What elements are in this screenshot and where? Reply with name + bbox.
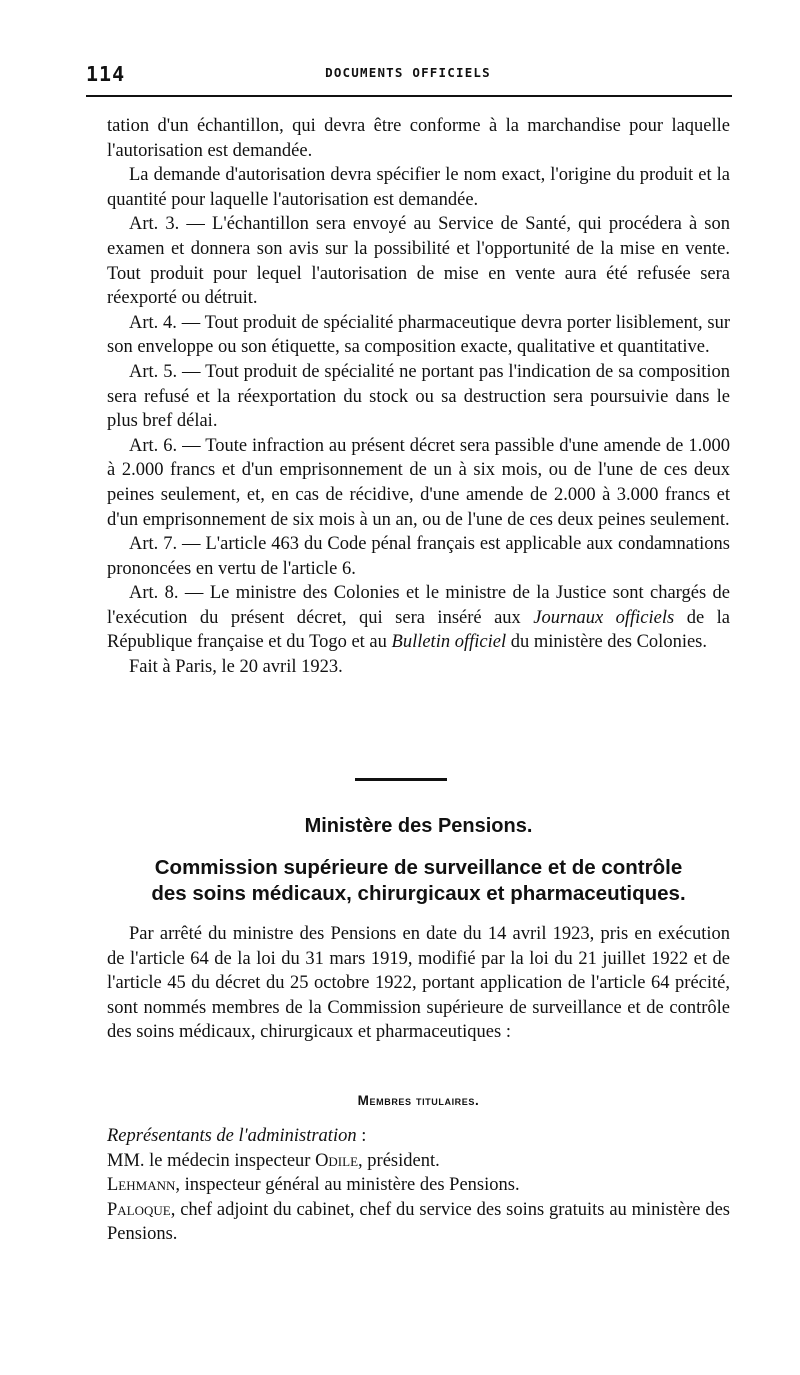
journaux-officiels: Journaux officiels (533, 607, 675, 628)
representatives-label: Représentants de l'administration (107, 1126, 357, 1146)
member-lehmann (107, 1173, 730, 1198)
member-3-suffix: , chef adjoint du cabinet, chef du service des soins gratuits au ministère des Pensions. (107, 1199, 730, 1245)
member-odile (107, 1149, 730, 1174)
article-8-text-3: du ministère des Colonies. (506, 632, 708, 653)
member-1-prefix: MM. le médecin inspecteur (107, 1150, 316, 1171)
article-3: Art. 3. — L'échantillon sera envoyé au Service de Santé, qui procédera à son examen et donnera son avis sur la possibilité et l'opportunité de la mise en vente. Tout produit pour lequel l'autorisation de mise en vente aura été refusée sera réexporté ou détruit. (107, 214, 730, 309)
representatives-label-line (107, 1124, 730, 1149)
article-8 (107, 581, 730, 655)
request-paragraph: La demande d'autorisation devra spécifier le nom exact, l'origine du produit et la quantité pour laquelle l'autorisation est demandée. (107, 165, 730, 210)
signature-line: Fait à Paris, le 20 avril 1923. (129, 657, 343, 678)
commission-heading-line-1: Commission supérieure de surveillance et de contrôle (154, 856, 683, 879)
section-separator (355, 778, 447, 781)
commission-heading-line-2: des soins médicaux, chirurgicaux et pharmaceutiques. (151, 882, 686, 905)
article-7: Art. 7. — L'article 463 du Code pénal français est applicable aux condamnations prononcées en vertu de l'article 6. (107, 534, 730, 579)
member-1-name: Odile (315, 1150, 359, 1171)
member-3-name: Paloque (107, 1199, 171, 1220)
article-6: Art. 6. — Toute infraction au présent décret sera passible d'une amende de 1.000 à 2.000 francs et d'un emprisonnement de un à six mois, ou de l'une de ces deux peines seulement, et, en cas de récidive, d'une amende de 2.000 à 3.000 francs et d'un emprisonnement de six mois à un an, ou de l'une de ces deux peines seulement. (107, 435, 730, 530)
article-8-text-2: de la République française et du Togo et au (107, 607, 730, 653)
article-8-text-1: Art. 8. — Le ministre des Colonies et le ministre de la Justice sont chargés de l'exécution du présent décret, qui sera inséré aux (107, 583, 730, 628)
representatives-colon: : (356, 1126, 367, 1146)
members-heading: Membres titulaires. (357, 1093, 480, 1108)
member-2-name: Lehmann (107, 1175, 176, 1196)
page-header (86, 62, 730, 90)
member-paloque (107, 1198, 730, 1247)
decree-text (107, 114, 730, 680)
article-5: Art. 5. — Tout produit de spécialité ne portant pas l'indication de sa composition sera refusé et la réexportation du stock ou sa destruction sera poursuivie dans le plus bref délai. (107, 361, 730, 432)
bulletin-officiel: Bulletin officiel (391, 632, 507, 653)
continuation-paragraph: tation d'un échantillon, qui devra être conforme à la marchandise pour laquelle l'autorisation est demandée. (107, 116, 730, 161)
commission-heading (107, 855, 730, 907)
arrete-paragraph: Par arrêté du ministre des Pensions en date du 14 avril 1923, pris en exécution de l'article 64 de la loi du 31 mars 1919, modifié par la loi du 21 juillet 1922 et de l'article 45 du décret du 25 octobre 1922, portant application de l'article 64 précité, sont nommés membres de la Commission supérieure de surveillance et de contrôle des soins médicaux, chirurgicaux et pharmaceutiques : (107, 924, 730, 1043)
article-4: Art. 4. — Tout produit de spécialité pharmaceutique devra porter lisiblement, sur son enveloppe ou son étiquette, sa composition exacte, qualitative et quantitative. (107, 312, 730, 358)
header-rule (86, 95, 732, 97)
member-2-suffix: , inspecteur général au ministère des Pensions. (175, 1175, 520, 1196)
ministry-heading: Ministère des Pensions. (304, 815, 533, 837)
members-list (107, 1124, 730, 1247)
running-title: DOCUMENTS OFFICIELS (325, 65, 491, 80)
member-1-suffix: , président. (358, 1150, 440, 1171)
page-number: 114 (86, 62, 126, 86)
arrete-text (107, 922, 730, 1045)
